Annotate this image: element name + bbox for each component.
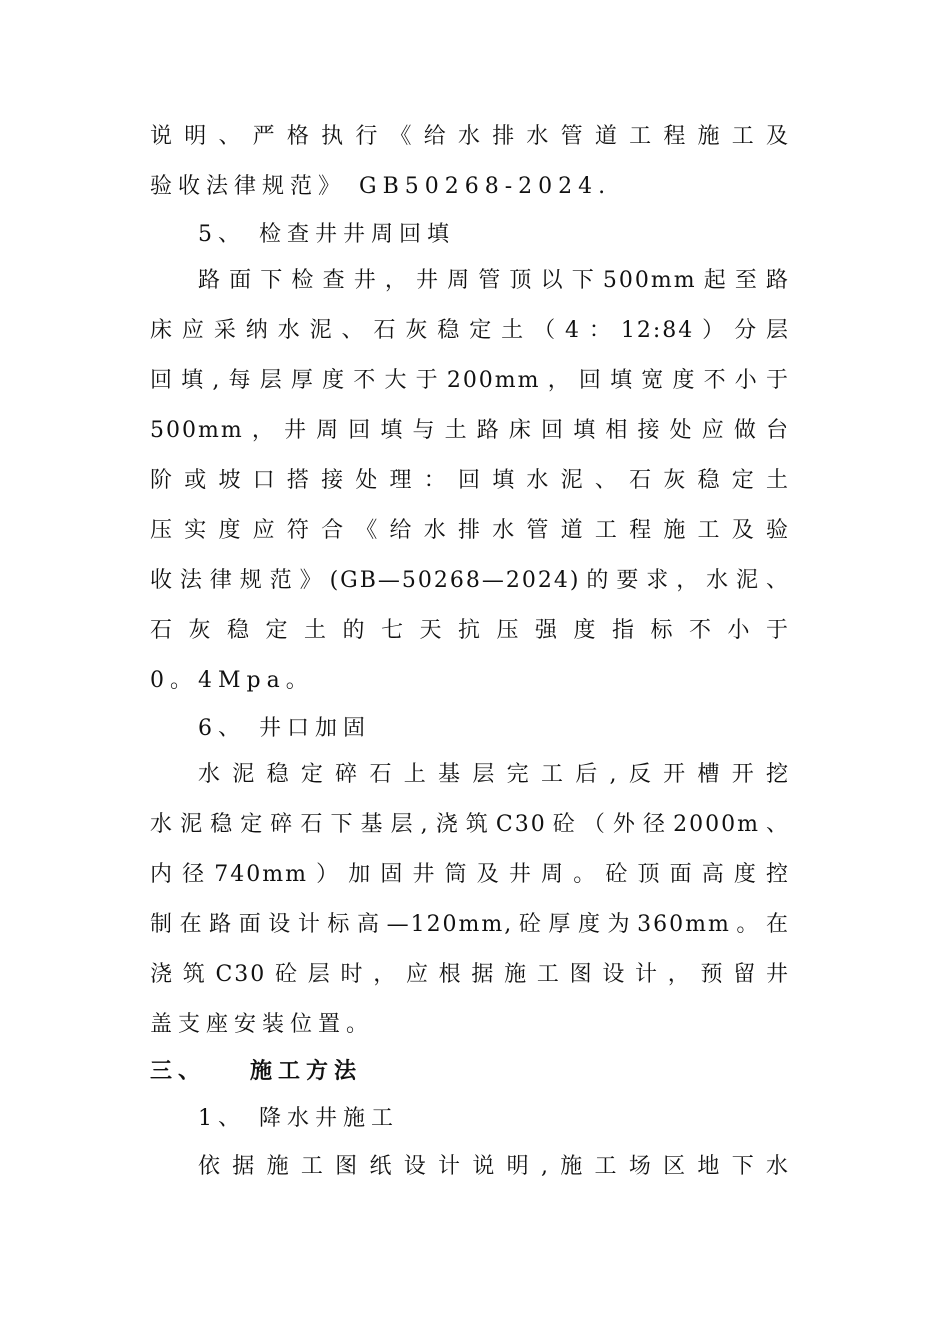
subheading-1: 1、 降水井施工 xyxy=(198,1106,399,1131)
paragraph-line: 收法律规范》(GB—50268—2024)的要求，水泥、 xyxy=(150,568,790,593)
paragraph-line: 500mm，井周回填与土路床回填相接处应做台 xyxy=(150,418,790,443)
paragraph-line: 压实度应符合《给水排水管道工程施工及验 xyxy=(150,518,790,543)
subheading-5: 5、 检查井井周回填 xyxy=(198,222,455,247)
paragraph-line: 说明、严格执行《给水排水管道工程施工及 xyxy=(150,124,790,149)
paragraph-line: 回填,每层厚度不大于200mm，回填宽度不小于 xyxy=(150,368,790,393)
paragraph-line: 内径740mm）加固井筒及井周。砼顶面高度控 xyxy=(150,862,790,887)
paragraph-line: 阶或坡口搭接处理：回填水泥、石灰稳定土 xyxy=(150,468,790,493)
section-title: 施工方法 xyxy=(250,1058,363,1084)
paragraph-line: 石灰稳定土的七天抗压强度指标不小于 xyxy=(150,618,790,643)
paragraph-line: 盖支座安装位置。 xyxy=(150,1012,375,1037)
paragraph-line: 浇筑C30砼层时，应根据施工图设计，预留井 xyxy=(150,962,790,987)
paragraph-line: 床应采纳水泥、石灰稳定土（4：12:84）分层 xyxy=(150,318,790,343)
paragraph-line: 水泥稳定碎石下基层,浇筑C30砼（外径2000m、 xyxy=(150,812,790,837)
section-heading xyxy=(150,1056,790,1086)
paragraph-line: 水泥稳定碎石上基层完工后,反开槽开挖 xyxy=(198,762,790,787)
paragraph-line: 0。4Mpa。 xyxy=(150,668,314,693)
paragraph-line: 制在路面设计标高—120mm,砼厚度为360mm。在 xyxy=(150,912,790,937)
paragraph-line: 依据施工图纸设计说明,施工场区地下水 xyxy=(198,1154,790,1179)
subheading-6: 6、 井口加固 xyxy=(198,716,371,741)
section-number: 三、 xyxy=(150,1058,207,1084)
paragraph-line: 验收法律规范》 GB50268-2024. xyxy=(150,174,612,199)
paragraph-line: 路面下检查井，井周管顶以下500mm起至路 xyxy=(198,268,790,293)
